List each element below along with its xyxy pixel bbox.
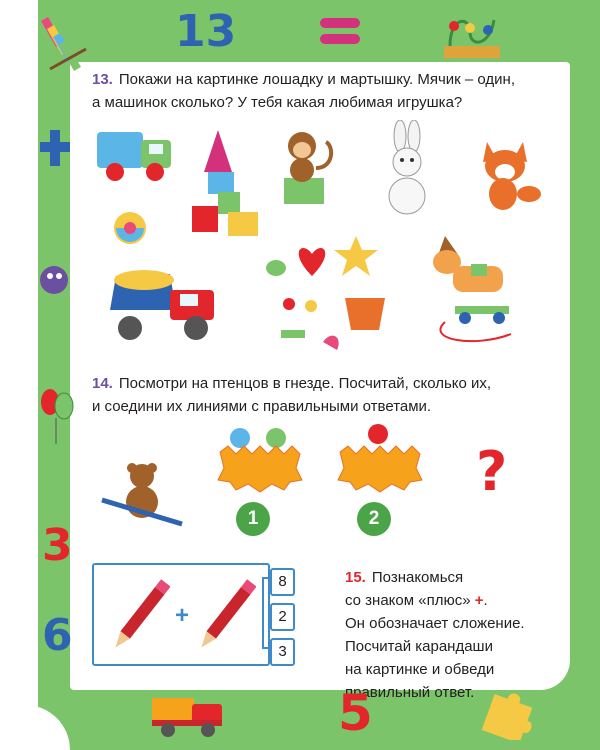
nest-two-chicks-icon (214, 422, 304, 494)
equals-sign-icon (318, 12, 362, 50)
puzzle-piece-icon (478, 680, 538, 740)
task-14-text (92, 372, 572, 418)
ball-icon (112, 210, 148, 246)
blocks-pyramid-icon (190, 126, 262, 241)
task-15-line3: Он обозначает сложение. (345, 615, 525, 632)
number-five-deco: 5 (338, 684, 373, 742)
option-box-2[interactable]: 2 (270, 603, 295, 631)
task-15-text (345, 566, 575, 704)
page-number-glyphs: 13 (175, 6, 237, 57)
option-box-3[interactable]: 3 (270, 638, 295, 666)
nest-one-chick-icon (334, 418, 424, 494)
option-box-8[interactable]: 8 (270, 568, 295, 596)
plus-symbol: + (474, 592, 484, 609)
bear-with-pencil-icon (98, 462, 188, 532)
task-13-line2: а машинок сколько? У тебя какая любимая игрушка? (92, 94, 463, 111)
pencil-right-icon (196, 572, 256, 660)
task-14-line1: Посмотри на птенцов в гнезде. Посчитай, сколько их, (118, 375, 492, 392)
number-three-deco: 3 (42, 520, 73, 571)
task-15-number: 15. (345, 569, 366, 586)
fox-icon (475, 136, 545, 212)
task-14-line2: и соедини их линиями с правильными ответами. (92, 398, 432, 415)
task-13-text (92, 68, 572, 114)
plus-between-pencils: + (175, 602, 190, 629)
purple-character-icon (40, 256, 70, 304)
red-truck-deco-icon (150, 690, 226, 738)
monkey-icon (276, 128, 338, 208)
task-15-line6: правильный ответ. (345, 684, 475, 701)
task-15-line2: со знаком «плюс» (345, 592, 475, 609)
green-truck-icon (95, 126, 177, 186)
answer-circle-1[interactable]: 1 (236, 502, 270, 536)
dump-truck-icon (100, 266, 226, 346)
rocking-horse-icon (415, 230, 525, 350)
plus-sign-deco-icon (40, 126, 70, 170)
balloons-icon (40, 382, 74, 446)
task-15-line2-end: . (483, 592, 488, 609)
sand-toys-icon (275, 290, 395, 360)
task-15-line1: Познакомься (371, 569, 464, 586)
task-15-line4: Посчитай карандаши (345, 638, 493, 655)
task-14-number: 14. (92, 375, 113, 392)
bunny-icon (378, 120, 438, 220)
xylophone-icon (40, 15, 90, 77)
question-mark-character: ? (476, 440, 508, 503)
task-13-line1: Покажи на картинке лошадку и мартышку. Мячик – один, (118, 71, 516, 88)
pencil-left-icon (110, 572, 170, 660)
bead-maze-icon (440, 6, 504, 62)
number-six-deco: 6 (42, 610, 73, 661)
answer-circle-2[interactable]: 2 (357, 502, 391, 536)
task-15-line5: на картинке и обведи (345, 661, 495, 678)
task-13-number: 13. (92, 71, 113, 88)
toys-heart-star-frog-icon (262, 232, 382, 282)
